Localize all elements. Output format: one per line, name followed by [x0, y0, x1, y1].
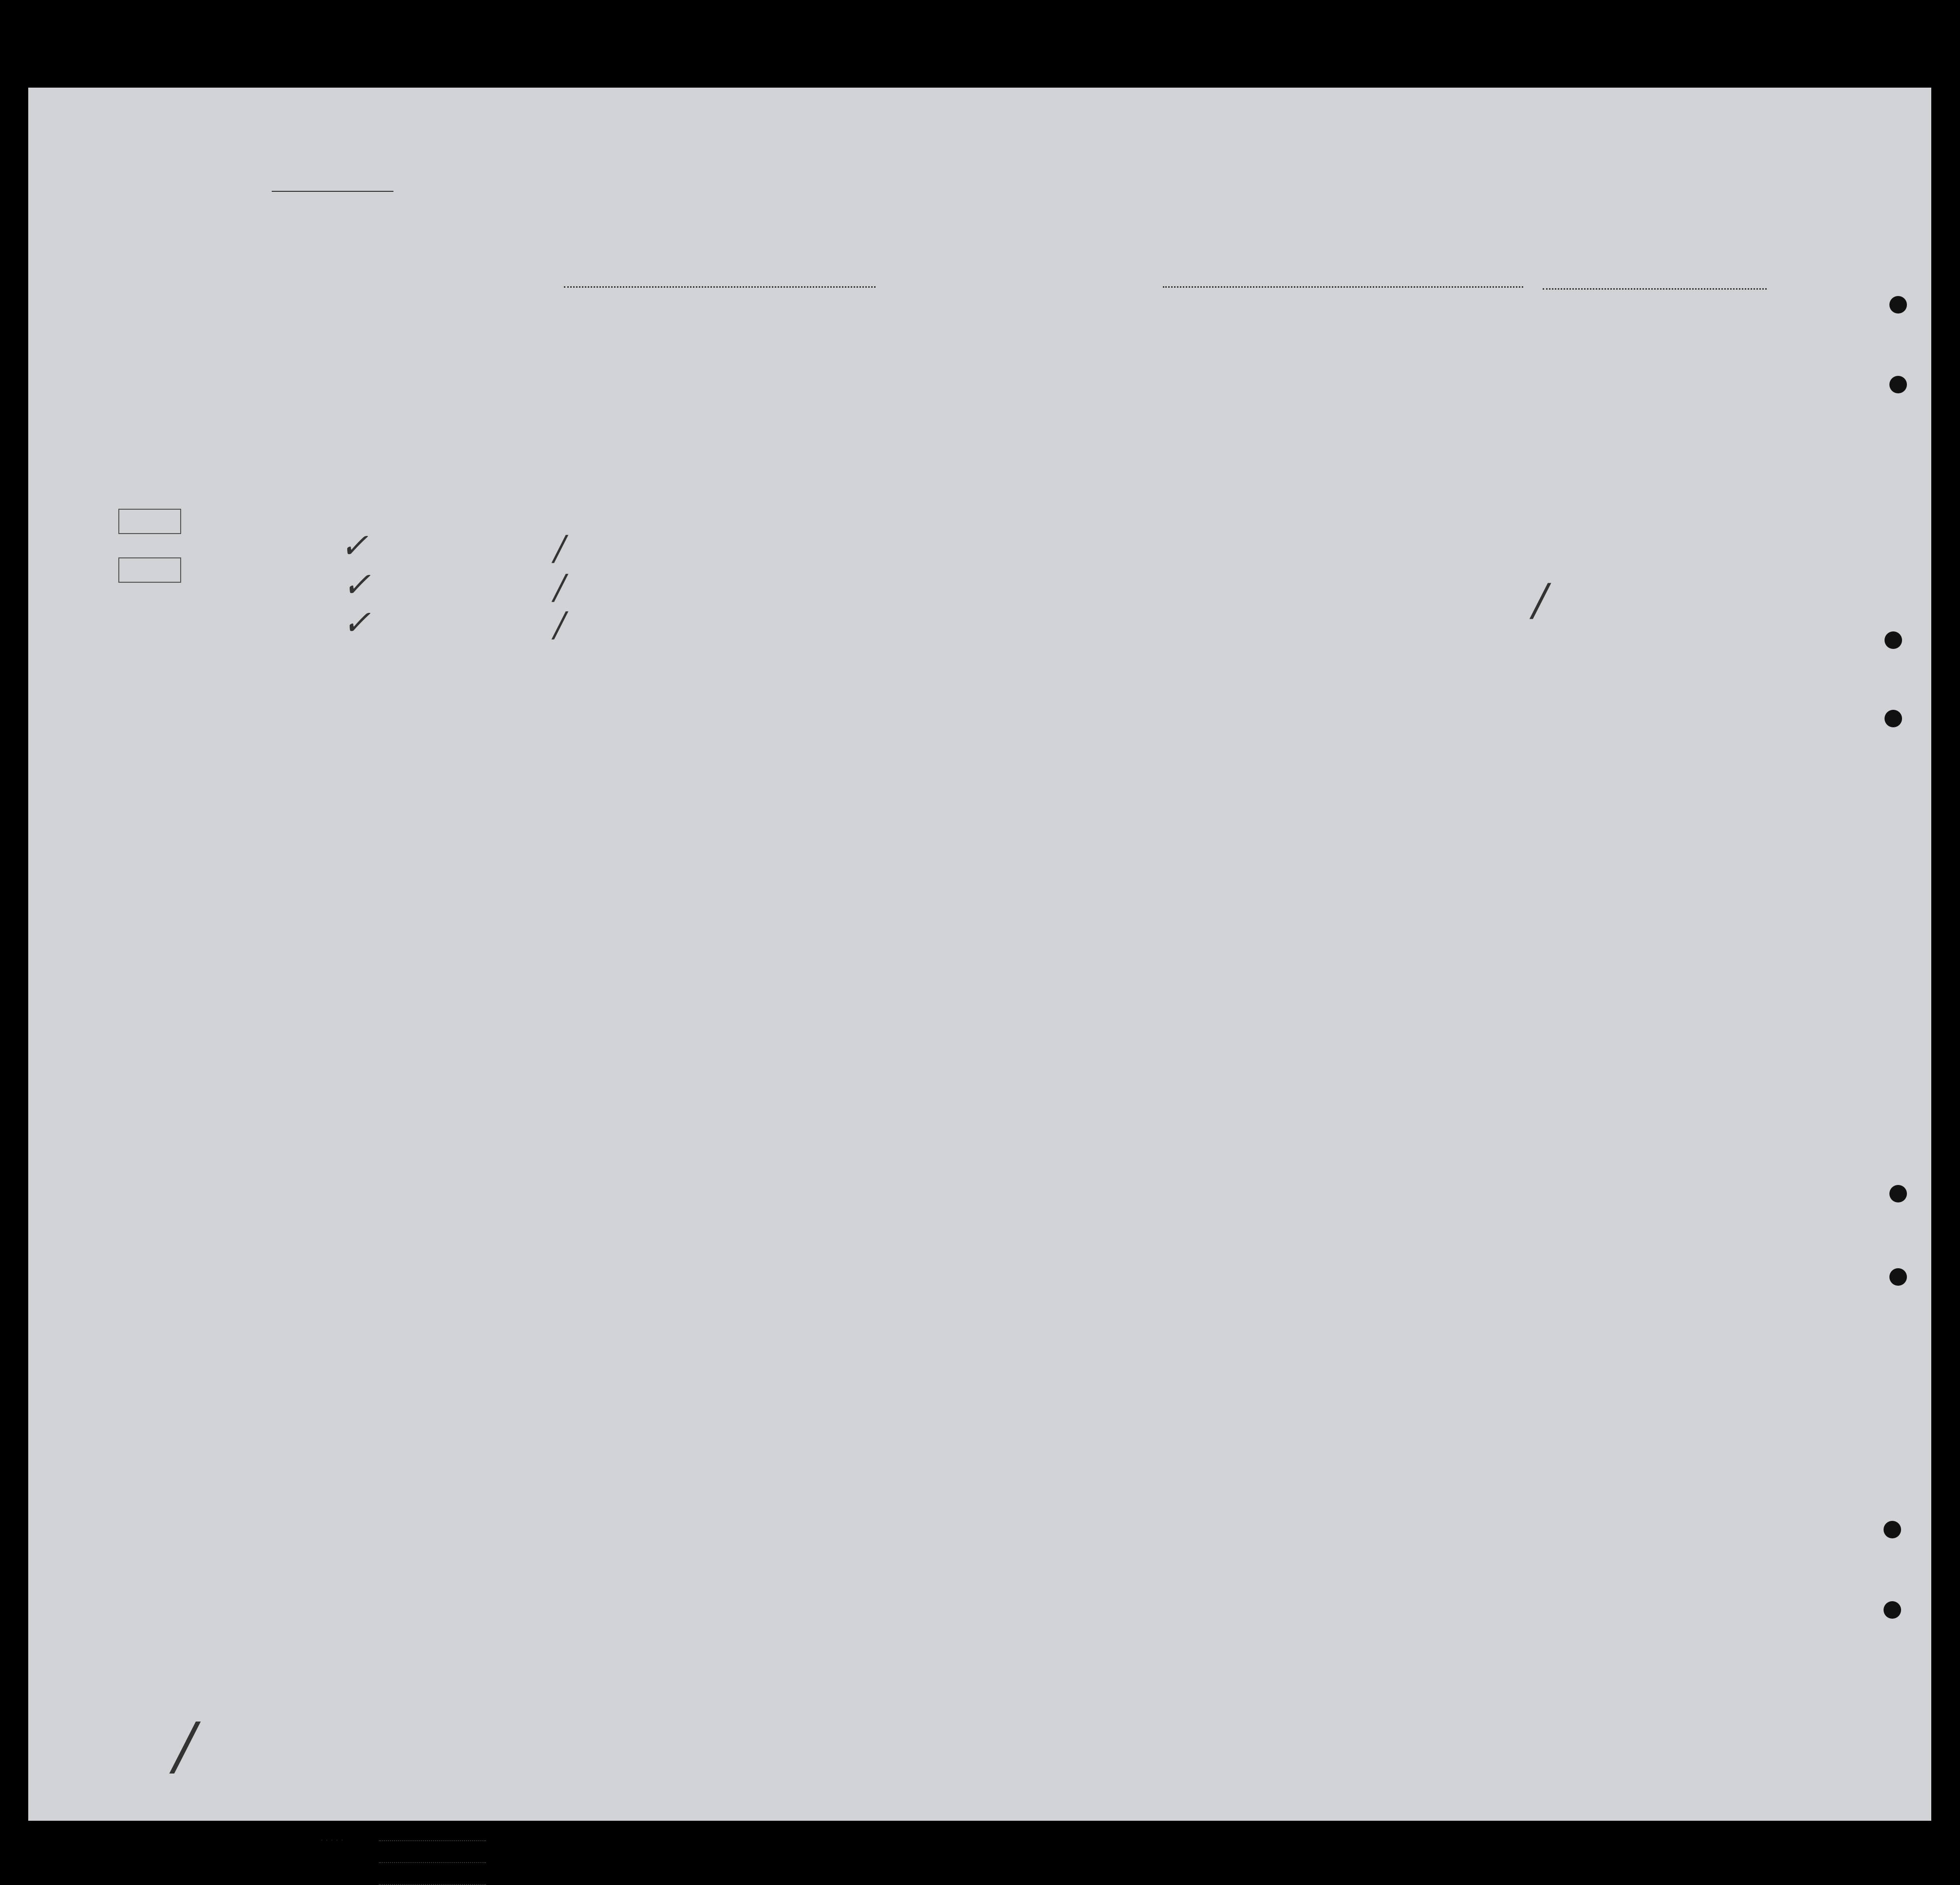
- citizens-line: [379, 1862, 486, 1863]
- tick-2: /: [554, 567, 566, 607]
- binder-hole: [1889, 376, 1907, 393]
- binder-hole: [1889, 1185, 1907, 1202]
- check-mark-3: ✓: [342, 603, 371, 643]
- check-mark-2: ✓: [342, 565, 371, 605]
- binder-hole: [1885, 631, 1902, 649]
- binder-hole: [1884, 1601, 1901, 1619]
- binder-hole: [1884, 1521, 1901, 1538]
- binder-hole: [1889, 296, 1907, 314]
- header-married: [616, 389, 646, 487]
- binder-hole: [1889, 1268, 1907, 1286]
- us-citizen-stamp-2: [118, 557, 181, 583]
- tick-1: /: [554, 528, 566, 568]
- us-citizen-stamp: [118, 509, 181, 534]
- table-grid: [28, 88, 1931, 1821]
- bottom-slash: /: [174, 1709, 196, 1783]
- manifest-sheet: [28, 88, 1931, 1843]
- binder-hole: [1885, 710, 1902, 727]
- tick-3: /: [554, 605, 566, 645]
- total-dots: . . . . .: [320, 1831, 344, 1843]
- total-line: [379, 1840, 486, 1841]
- slash-mark: /: [1533, 574, 1548, 626]
- check-mark-1: ✓: [340, 526, 369, 566]
